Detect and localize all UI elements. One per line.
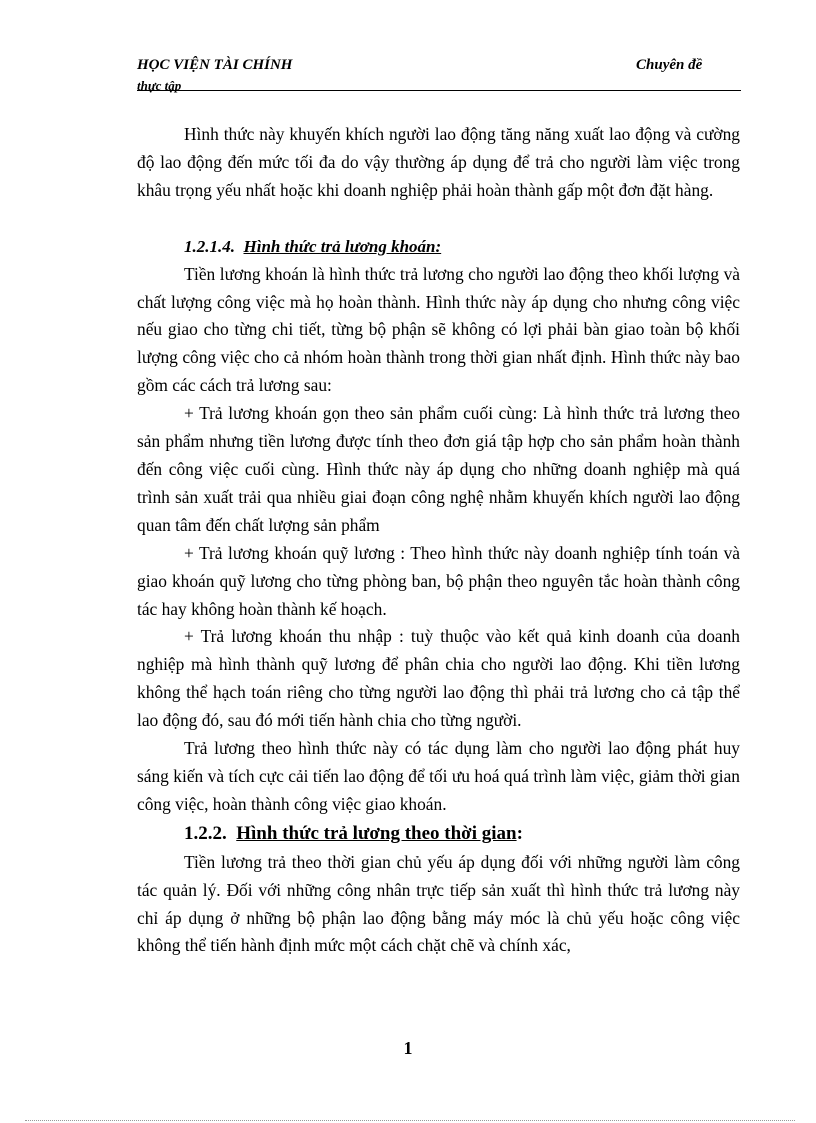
heading-number: 1.2.1.4.: [184, 236, 235, 256]
document-body: [137, 121, 740, 960]
paragraph-5: + Trả lương khoán thu nhập : tuỳ thuộc vào kết quả kinh doanh của doanh nghiệp mà hình thành quỹ lương để phân chia cho người lao động. Khi tiền lương không thể hạch toán riêng cho từng người lao động thì phải trả lương cho cả tập thể lao động đó, sau đó mới tiến hành chia cho từng người.: [137, 626, 740, 731]
heading-1-2-2: [137, 819, 740, 849]
paragraph-1: Hình thức này khuyến khích người lao động tăng năng xuất lao động và cường độ lao động đến mức tối đa do vậy thường áp dụng để trả cho người làm việc trong khâu trọng yếu nhất hoặc khi doanh nghiệp phải hoàn thành gấp một đơn đặt hàng.: [137, 124, 740, 200]
paragraph-3: + Trả lương khoán gọn theo sản phẩm cuối cùng: Là hình thức trả lương theo sản phẩm nhưng tiền lương được tính theo đơn giá tập hợp cho sản phẩm hoàn thành đến công việc cuối cùng. Hình thức này áp dụng cho những doanh nghiệp mà quá trình sản xuất trải qua nhiều giai đoạn công nghệ nhằm khuyến khích người lao động quan tâm đến chất lượng sản phẩm: [137, 403, 740, 535]
header-rule: [137, 90, 741, 91]
paragraph-4: + Trả lương khoán quỹ lương : Theo hình thức này doanh nghiệp tính toán và giao khoán quỹ lương cho từng phòng ban, bộ phận theo nguyên tắc hoàn thành công tác hay không hoàn thành kế hoạch.: [137, 542, 740, 619]
header-doc-type: Chuyên đề: [636, 57, 703, 73]
heading-title: Hình thức trả lương khoán:: [243, 236, 442, 256]
paragraph-6: Trả lương theo hình thức này có tác dụng làm cho người lao động phát huy sáng kiến và tích cực cải tiến lao động để tối ưu hoá quá trình làm việc, giảm thời gian công việc, hoàn thành công việc giao khoán.: [137, 738, 740, 814]
heading-number: 1.2.2.: [184, 822, 227, 844]
header-doc-type-continuation: thực tập: [137, 78, 182, 93]
page-number: 1: [403, 1038, 413, 1058]
page-bottom-rule: [25, 1120, 795, 1121]
heading-1-2-1-4: [137, 233, 740, 261]
paragraph-2: Tiền lương khoán là hình thức trả lương cho người lao động theo khối lượng và chất lượng công việc mà họ hoàn thành. Hình thức này áp dụng cho nhưng công việc nếu giao cho từng chi tiết, từng bộ phận sẽ không có lợi phải bàn giao toàn bộ khối lượng công việc cho cả nhóm hoàn thành trong thời gian nhất định. Hình thức này bao gồm các cách trả lương sau:: [137, 263, 740, 396]
heading-title: Hình thức trả lương theo thời gian: [236, 822, 517, 844]
paragraph-7: Tiền lương trả theo thời gian chủ yếu áp dụng đối với những người làm công tác quản lý. Đối với những công nhân trực tiếp sản xuất thì hình thức trả lương này chỉ áp dụng ở những bộ phận lao động bằng máy móc là chủ yếu hoặc công việc không thể tiến hành định mức một cách chặt chẽ và chính xác,: [137, 851, 740, 956]
header-institution: HỌC VIỆN TÀI CHÍNH: [137, 57, 293, 73]
heading-colon: :: [516, 822, 523, 844]
